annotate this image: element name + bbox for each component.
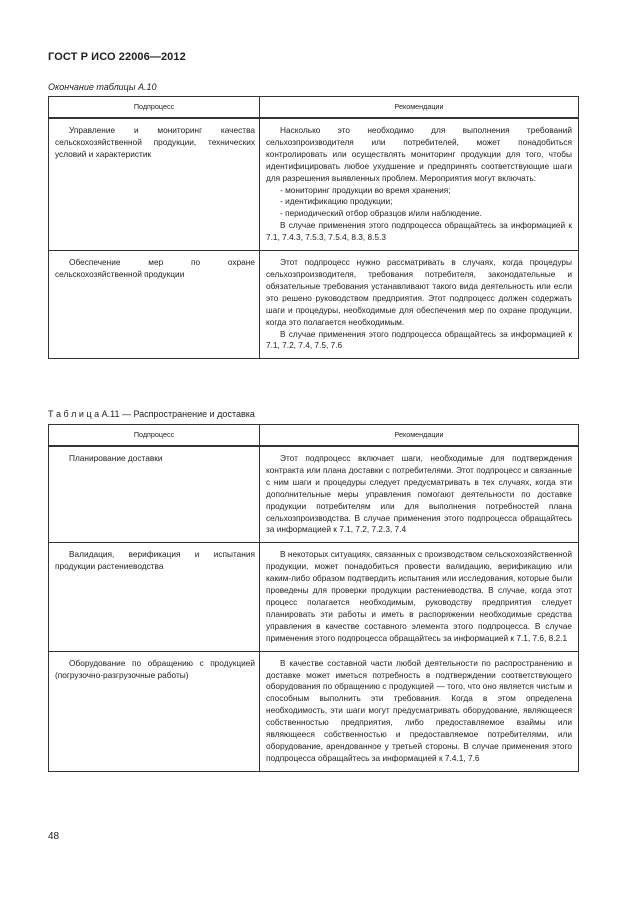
- table-a11-caption: Т а б л и ц а А.11 — Распространение и доставка: [48, 409, 255, 419]
- col-header-recommendations: Рекомендации: [260, 425, 579, 447]
- table-row: [49, 118, 579, 251]
- recommendation-text: Этот подпроцесс включает шаги, необходимые для подтверждения контракта или плана доставки с потребителями. Этот подпроцесс и связанные с ним шаги и процедуры следует предусматривать в тех случаях, когда эти дополнительные меры управления помогают деятельности по доставке продукции потребителям или для выполнения потребностей плана сельхозпроизводства. В случае применения этого подпроцесса обращайтесь за информацией к 7.1, 7.2, 7.2.3, 7.4: [266, 453, 572, 535]
- subprocess-cell: Обеспечение мер по охране сельскохозяйственной продукции: [55, 257, 255, 279]
- subprocess-cell: Валидация, верификация и испытания продукции растениеводства: [55, 549, 255, 572]
- table-row: [49, 543, 579, 651]
- table-header-row: [49, 425, 579, 447]
- list-item: - периодический отбор образцов и/или наблюдение.: [280, 208, 482, 219]
- subprocess-cell: Планирование доставки: [69, 453, 163, 463]
- recommendation-text: В качестве составной части любой деятельности по распространению и доставке может иметься потребность в подтверждении соответствующего оборудования по обращению с продукцией — того, что оно является чистым и способным выполнить эти требования. Когда в этом определена необходимость, эти шаги могут предусматривать оборудование, являющееся собственностью предприятия, либо предоставляемое взаймы или являющееся собственностью и предоставляемое потребителями, или оборудование, арендованное у третьей стороны. В случае применения этого подпроцесса обращайтесь за информацией к 7.4.1, 7.6: [266, 657, 572, 763]
- col-header-recommendations: Рекомендации: [260, 97, 579, 119]
- table-a10-caption: Окончание таблицы А.10: [48, 82, 157, 92]
- recommendation-text: Насколько это необходимо для выполнения требований сельхозпроизводителя или потребителей, может понадобиться контролировать или осуществлять мониторинг продукции для того, чтобы идентифицировать любое ухудшение и предпринять соответствующие шаги для разрешения выявленных проблем. Мероприятия могут включать:: [266, 125, 572, 183]
- table-row: [49, 446, 579, 543]
- table-row: [49, 651, 579, 771]
- reference-text: В случае применения этого подпроцесса обращайтесь за информацией к 7.1, 7.4.3, 7.5.3, 7.5.4, 8.3, 8.5.3: [266, 220, 572, 243]
- table-a11: [48, 424, 579, 772]
- table-row: [49, 251, 579, 359]
- recommendation-text: В некоторых ситуациях, связанных с производством сельскохозяйственной продукции, может понадобиться провести валидацию, верификацию или каким-либо образом подтвердить испытания или исследования, которые были проведены для проверки продукции растениеводства. В случае, когда этот процесс полагается необходимым, руководству предприятия следует планировать эти работы и иметь в распоряжении необходимые средства управления в качестве составного элемента этого подпроцесса. В случае применения этого подпроцесса обращайтесь за информацией к 7.1, 7.6, 8.2.1: [266, 549, 572, 643]
- col-header-subprocess: Подпроцесс: [49, 425, 260, 447]
- col-header-subprocess: Подпроцесс: [49, 97, 260, 119]
- table-header-row: [49, 97, 579, 119]
- recommendation-cell: [260, 118, 579, 251]
- list-item: - идентификацию продукции;: [280, 196, 393, 207]
- list-item: - мониторинг продукции во время хранения;: [280, 184, 451, 195]
- reference-text: В случае применения этого подпроцесса обращайтесь за информацией к 7.1, 7.2, 7.4, 7.5, 7.6: [266, 328, 572, 351]
- table-a10: [48, 96, 579, 359]
- subprocess-cell: Управление и мониторинг качества сельскохозяйственной продукции, технических условий и характеристик: [55, 125, 255, 159]
- recommendation-text: Этот подпроцесс нужно рассматривать в случаях, когда процедуры сельхозпроизводителя, требования потребителя, законодательные и обязательные требования устанавливают такого вида деятельность или если это решено руководством предприятия. Этот подпроцесс должен содержать шаги и процедуры, необходимые для обеспечения мер по охране продукции, когда это полагается необходимым.: [266, 257, 572, 327]
- measures-list: [266, 185, 572, 221]
- standard-header: ГОСТ Р ИСО 22006—2012: [48, 51, 186, 63]
- recommendation-cell: [260, 251, 579, 359]
- page-number: 48: [48, 831, 60, 842]
- subprocess-cell: Оборудование по обращению с продукцией (погрузочно-разгрузочные работы): [55, 657, 255, 680]
